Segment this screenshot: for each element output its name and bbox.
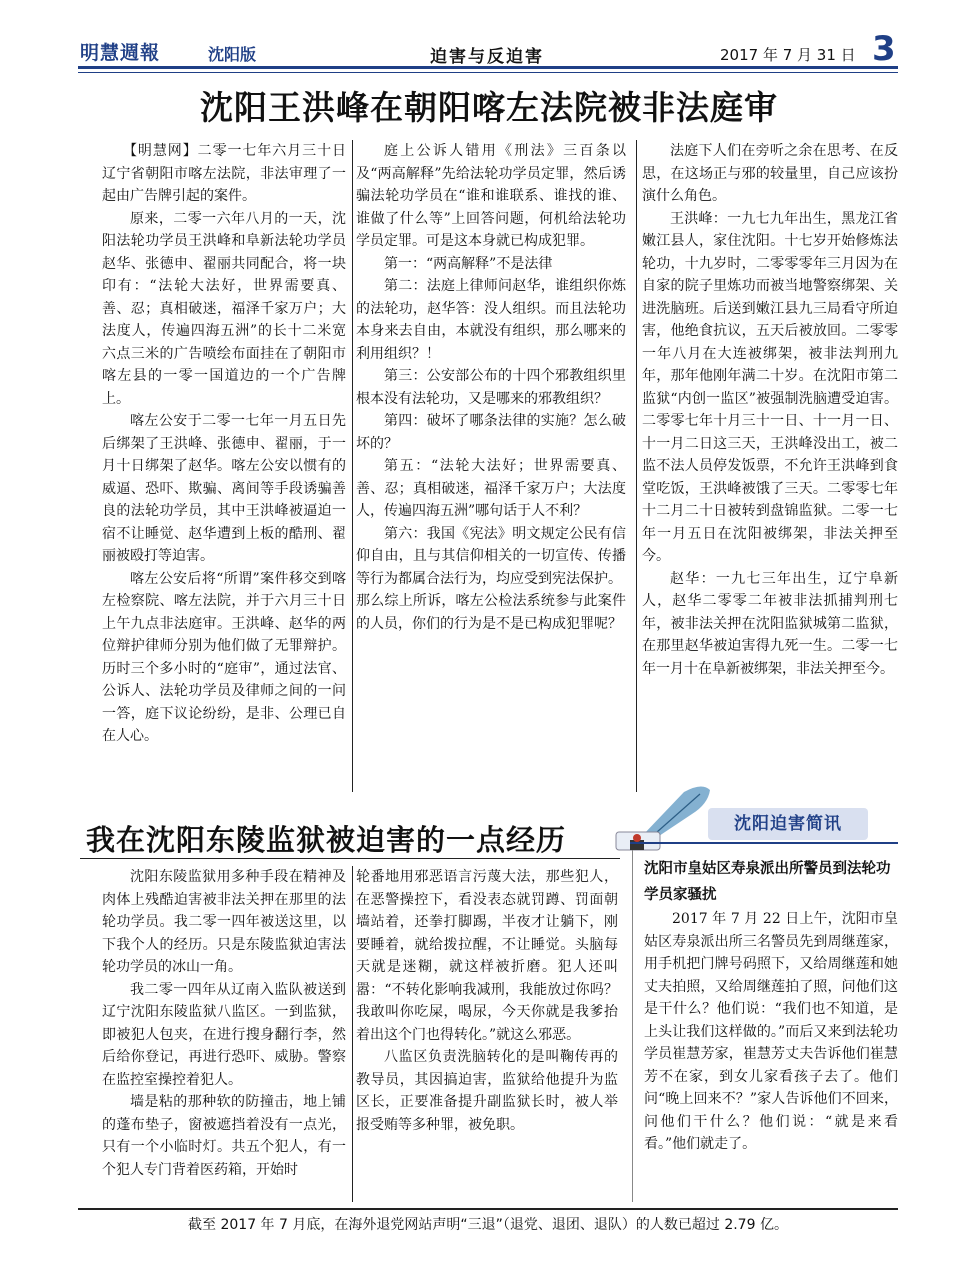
paragraph: 我二零一四年从辽南入监队被送到辽宁沈阳东陵监狱八监区。一到监狱，即被犯人包夹，在进行搜身翻行李，然后给你登记，再进行恐吓、威胁。警察在监控室操控着犯人。	[102, 981, 346, 1088]
article2-divider	[80, 858, 620, 859]
article1-column-1	[102, 140, 346, 748]
issue-date: 2017 年 7 月 31 日	[720, 46, 856, 64]
article2-headline: 我在沈阳东陵监狱被迫害的一点经历	[86, 823, 567, 857]
paragraph: 王洪峰：一九七九年出生，黑龙江省嫩江县人，家住沈阳。十七岁开始修炼法轮功，十九岁时，二零零零年三月因为在自家的院子里炼功而被当地警察绑架、关进洗脑班。后送到嫩江县九三局看守所迫害，他绝食抗议，五天后被放回。二零零一年八月在大连被绑架，被非法判刑九年，那年他刚年满二十岁。在沈阳市第二监狱“内创一监区”被强制洗脑遭受迫害。二零零七年十月三十一日、十一月一日、十一月二日这三天，王洪峰没出工，被二监不法人员停发饭票，不允许王洪峰到食堂吃饭，王洪峰被饿了三天。二零零七年十二月二十日被转到盘锦监狱。二零一七年一月五日在沈阳被绑架，非法关押至今。	[642, 210, 898, 564]
paragraph: 第四：破坏了哪条法律的实施？怎么破坏的？	[356, 413, 626, 452]
article2-column-1	[102, 866, 346, 1181]
column-divider	[636, 140, 637, 792]
paragraph: 墙是粘的那种软的防撞击，地上铺的蓬布垫子，窗被遮挡着没有一点光，只有一个小临时灯。共五个犯人，有一个犯人专门背着医药箱，开始时	[102, 1094, 346, 1178]
footer-notice: 截至 2017 年 7 月底，在海外退党网站声明“三退”（退党、退团、退队）的人数已超过 2.79 亿。	[188, 1217, 788, 1233]
news-brief-box-title: 沈阳迫害简讯	[708, 808, 868, 840]
edition-label: 沈阳版	[208, 45, 257, 64]
paragraph: 第五：“法轮大法好；世界需要真、善、忍；真相破迷，福泽千家万户；大法度人，传遍四海五洲”哪句话于人不利？	[356, 458, 626, 519]
paragraph: 轮番地用邪恶语言污蔑大法，那些犯人，在恶警操控下，看没表态就罚蹲、罚面朝墙站着，还拳打脚踢，半夜才让躺下，刚要睡着，就给拨拉醒，不让睡觉。头脑每天就是迷糊，就这样被折磨。犯人还叫嚣：“不转化影响我减刑，我能放过你吗？我敢叫你吃屎，喝尿，今天你就是我爹抬着出这个门也得转化。”就这么邪恶。	[356, 869, 618, 1043]
article1-headline: 沈阳王洪峰在朝阳喀左法院被非法庭审	[200, 88, 778, 127]
article1-column-3	[642, 140, 898, 680]
header-divider	[78, 66, 898, 69]
paragraph: 法庭下人们在旁听之余在思考、在反思，在这场正与邪的较量里，自己应该扮演什么角色。	[642, 143, 898, 204]
paragraph: 【明慧网】二零一七年六月三十日辽宁省朝阳市喀左法院，非法审理了一起由广告牌引起的案件。	[102, 143, 346, 204]
paragraph: 喀左公安于二零一七年一月五日先后绑架了王洪峰、张德申、翟丽，于一月十日绑架了赵华。喀左公安以惯有的威逼、恐吓、欺骗、离间等手段诱骗善良的法轮功学员，其中王洪峰被逼迫一宿不让睡觉、赵华遭到上板的酷刑、翟丽被殴打等迫害。	[102, 413, 346, 564]
paragraph: 沈阳东陵监狱用多种手段在精神及肉体上残酷迫害被非法关押在那里的法轮功学员。我二零一四年被送这里，以下我个人的经历。只是东陵监狱迫害法轮功学员的冰山一角。	[102, 869, 346, 975]
page-number: 3	[872, 29, 896, 69]
paragraph: 赵华：一九七三年出生，辽宁阜新人，赵华二零零二年被非法抓捕判刑七年，被非法关押在沈阳监狱城第二监狱，在那里赵华被迫害得九死一生。二零一七年一月十在阜新被绑架，非法关押至今。	[642, 570, 898, 677]
footer-divider	[78, 1208, 898, 1210]
paragraph: 第六：我国《宪法》明文规定公民有信仰自由，且与其信仰相关的一切宣传、传播等行为都属合法行为，均应受到宪法保护。	[356, 525, 626, 587]
paragraph: 第三：公安部公布的十四个邪教组织里根本没有法轮功，又是哪来的邪教组织？	[356, 368, 626, 407]
paragraph: 八监区负责洗脑转化的是叫鞠传再的教导员，其因搞迫害，监狱给他提升为监区长，正要准备提升副监狱长时，被人举报受贿等多种罪，被免职。	[356, 1049, 618, 1133]
masthead: 明慧週報	[80, 42, 161, 64]
paragraph: 原来，二零一六年八月的一天，沈阳法轮功学员王洪峰和阜新法轮功学员赵华、张德申、翟丽共同配合，将一块印有：“法轮大法好，世界需要真、善、忍；真相破迷，福泽千家万户；大法度人，传遍四海五洲”的长十二米宽六点三米的广告喷绘布面挂在了朝阳市喀左县的一零一国道边的一个广告牌上。	[102, 210, 346, 407]
paragraph: 2017 年 7 月 22 日上午，沈阳市皇姑区寿泉派出所三名警员先到周继莲家，用手机把门牌号码照下，又给周继莲和她丈夫拍照，又给周继莲拍了照，问他们这是干什么？他们说：“我们也不知道，是上头让我们这样做的。”而后又来到法轮功学员崔慧芳家，崔慧芳丈夫告诉他们崔慧芳不在家，到女儿家看孩子去了。他们问“晚上回来不？”家人告诉他们不回来，问他们干什么？他们说：“就是来看看。”他们就走了。	[644, 911, 898, 1152]
article1-column-2	[356, 140, 626, 635]
column-divider	[352, 866, 353, 1202]
column-divider	[352, 140, 353, 792]
section-title: 迫害与反迫害	[430, 47, 544, 67]
news-brief-divider	[630, 842, 898, 844]
paragraph: 第一：“两高解释”不是法律	[384, 255, 553, 272]
paragraph: 第二：法庭上律师问赵华，谁组织你炼的法轮功，赵华答：没人组织。而且法轮功本身来去自由，本就没有组织，那么哪来的利用组织？！	[356, 278, 626, 362]
news-brief-body	[644, 908, 898, 1156]
news-brief-headline: 沈阳市皇姑区寿泉派出所警员到法轮功学员家骚扰	[644, 861, 891, 903]
paragraph: 喀左公安后将“所谓”案件移交到喀左检察院、喀左法院，并于六月三十日上午九点非法庭审。王洪峰、赵华的两位辩护律师分别为他们做了无罪辩护。历时三个多小时的“庭审”，通过法官、公诉人、法轮功学员及律师之间的一问一答，庭下议论纷纷，是非、公理已自在人心。	[102, 570, 346, 744]
paragraph: 庭上公诉人错用《刑法》三百条以及“两高解释”先给法轮功学员定罪，然后诱骗法轮功学员在“谁和谁联系、谁找的谁、谁做了什么等”上回答问题，何机给法轮功学员定罪。可是这本身就已构成犯罪。	[356, 143, 626, 249]
article2-column-2	[356, 866, 618, 1136]
header-divider-thin	[78, 72, 898, 73]
paragraph: 那么综上所诉，喀左公检法系统参与此案件的人员，你们的行为是不是已构成犯罪呢？	[356, 593, 626, 632]
